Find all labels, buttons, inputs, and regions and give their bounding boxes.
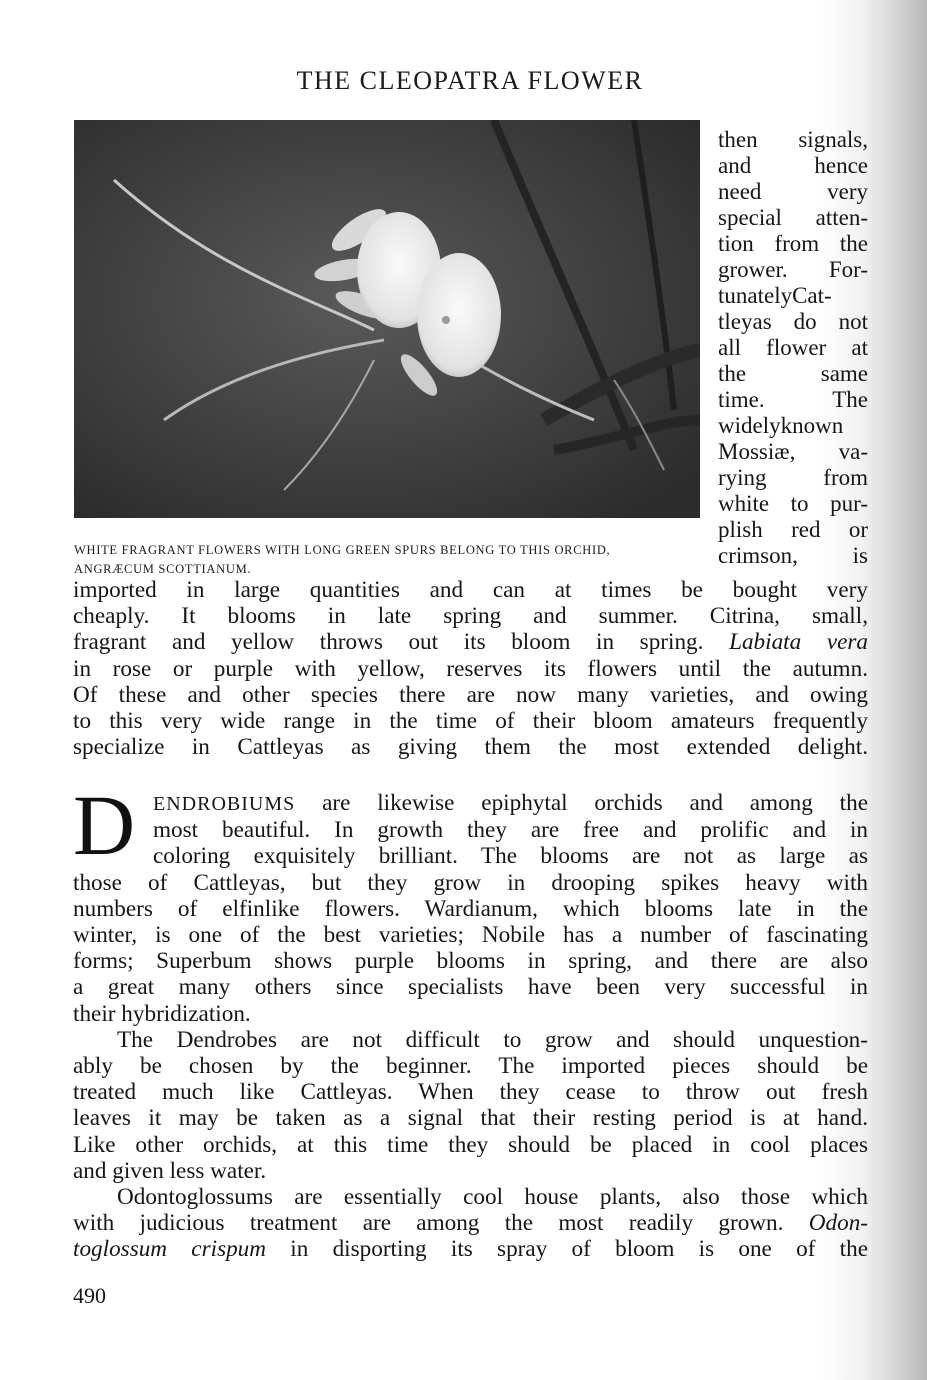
text-line: cheaply. It blooms in late spring and summer. Citrina, small,	[73, 603, 868, 630]
figure-caption	[74, 541, 714, 579]
page-number: 490	[73, 1283, 106, 1308]
text-line	[73, 629, 868, 655]
text-line: ably be chosen by the beginner. The imported pieces should be	[73, 1053, 868, 1080]
side-line: special atten-	[718, 205, 868, 230]
side-column-text	[718, 127, 868, 569]
italic-term: Labiata vera	[729, 629, 869, 656]
text-line: Of these and other species there are now many varieties, and owing	[73, 681, 868, 708]
side-line: all flower at	[718, 335, 868, 360]
text-line: their hybridization.	[73, 1000, 251, 1027]
text-line: numbers of elfinlike flowers. Wardianum, which blooms late in the	[73, 895, 868, 922]
text-line: forms; Superbum shows purple blooms in spring, and there are also	[73, 948, 868, 975]
text-segment: are likewise epiphytal orchids and among the	[322, 790, 869, 816]
side-line: tunatelyCat-	[718, 283, 832, 308]
small-caps-word: ENDROBIUMS	[153, 793, 296, 815]
orchid-photograph	[74, 120, 700, 518]
side-line: need very	[718, 179, 868, 204]
text-line	[73, 1236, 868, 1262]
side-line: time. The	[718, 387, 868, 412]
text-line: coloring exquisitely brilliant. The blooms are not as large as	[153, 843, 868, 870]
text-line: a great many others since specialists have been very successful in	[73, 974, 868, 1001]
text-line: those of Cattleyas, but they grow in drooping spikes heavy with	[73, 869, 868, 896]
text-line: Odontoglossums are essentially cool house plants, also those which	[117, 1184, 868, 1211]
side-line: plish red or	[718, 517, 868, 542]
text-line: The Dendrobes are not difficult to grow and should unquestion-	[117, 1026, 868, 1053]
drop-cap: D	[73, 777, 136, 873]
italic-term: toglossum crispum	[73, 1236, 267, 1263]
text-line: Like other orchids, at this time they should be placed in cool places	[73, 1131, 868, 1158]
side-line: tion from the	[718, 231, 868, 256]
side-line: crimson, is	[718, 543, 868, 568]
paragraph-cattleyas	[73, 577, 868, 760]
side-line: widelyknown	[718, 413, 844, 438]
side-line: tleyas do not	[718, 309, 868, 334]
text-line: leaves it may be taken as a signal that their resting period is at hand.	[73, 1105, 868, 1132]
text-line: in rose or purple with yellow, reserves its flowers until the autumn.	[73, 655, 868, 682]
side-line: rying from	[718, 465, 868, 490]
text-segment: in disporting its spray of bloom is one of the	[290, 1236, 868, 1263]
text-line: specialize in Cattleyas as giving them the most extended delight.	[73, 734, 868, 761]
text-line: imported in large quantities and can at times be bought very	[73, 577, 868, 603]
italic-term: Odon-	[808, 1210, 869, 1237]
side-line: grower. For-	[718, 257, 868, 282]
text-line	[73, 790, 868, 817]
side-line: white to pur-	[718, 491, 868, 516]
paragraph-dendrobiums	[73, 777, 869, 1263]
side-line: the same	[718, 361, 868, 386]
running-head: THE CLEOPATRA FLOWER	[296, 66, 644, 95]
text-line: treated much like Cattleyas. When they cease to throw out fresh	[73, 1079, 868, 1106]
text-line: and given less water.	[73, 1157, 267, 1184]
text-segment: with judicious treatment are among the most readily grown.	[73, 1210, 784, 1237]
text-line: to this very wide range in the time of their bloom amateurs frequently	[73, 708, 868, 735]
orchid-photo-drawing	[74, 120, 700, 518]
text-line: most beautiful. In growth they are free and prolific and in	[153, 817, 868, 844]
side-line: then signals,	[718, 127, 868, 152]
caption-line: ANGRÆCUM SCOTTIANUM.	[74, 562, 252, 576]
text-line: winter, is one of the best varieties; Nobile has a number of fascinating	[73, 922, 868, 949]
side-line: Mossiæ, va-	[718, 439, 868, 464]
caption-line: WHITE FRAGRANT FLOWERS WITH LONG GREEN SPURS BELONG TO THIS ORCHID,	[74, 543, 611, 557]
text-line	[73, 1210, 868, 1236]
side-line: and hence	[718, 153, 868, 178]
text-segment: fragrant and yellow throws out its bloom in spring.	[73, 629, 704, 656]
